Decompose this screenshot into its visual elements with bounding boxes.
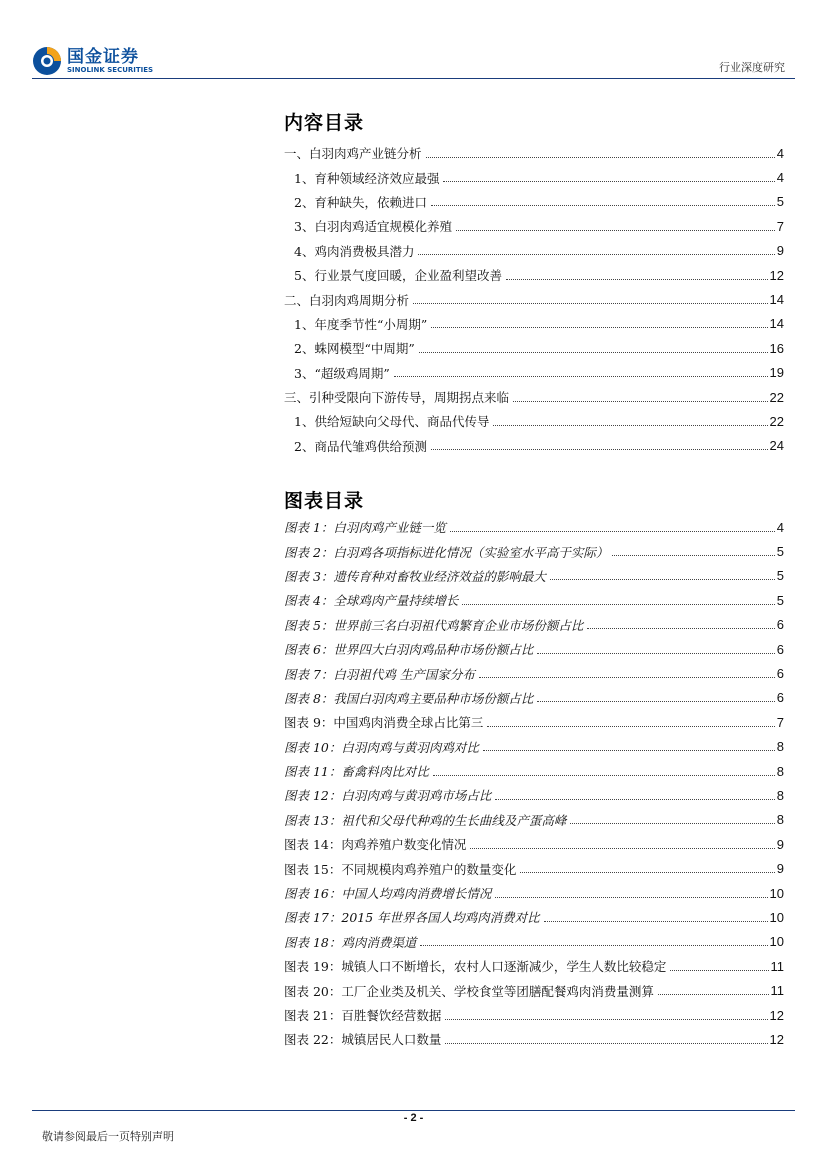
figure-item-page: 6 xyxy=(776,690,784,706)
dot-leader xyxy=(550,579,775,580)
figure-item-page: 7 xyxy=(776,714,784,730)
figure-item[interactable] xyxy=(284,661,784,685)
figure-item[interactable] xyxy=(284,1027,784,1051)
figure-item-label: 图表 16：中国人均鸡肉消费增长情况 xyxy=(284,886,492,902)
dot-leader xyxy=(443,181,774,182)
toc-item[interactable] xyxy=(284,312,784,336)
figure-item-label: 图表 9：中国鸡肉消费全球占比第三 xyxy=(284,715,484,731)
dot-leader xyxy=(612,555,774,556)
figure-item[interactable] xyxy=(284,686,784,710)
toc-list xyxy=(284,141,784,458)
toc-item-label: 5、行业景气度回暖，企业盈利望改善 xyxy=(294,268,502,284)
footer-divider xyxy=(32,1110,795,1111)
dot-leader xyxy=(456,230,775,231)
figure-item-label: 图表 4：全球鸡肉产量持续增长 xyxy=(284,593,459,609)
dot-leader xyxy=(431,449,768,450)
figure-item-page: 6 xyxy=(776,641,784,657)
dot-leader xyxy=(483,750,775,751)
figure-item[interactable] xyxy=(284,783,784,807)
toc-title: 内容目录 xyxy=(284,112,365,134)
toc-item-page: 22 xyxy=(769,389,784,405)
dot-leader xyxy=(537,701,774,702)
dot-leader xyxy=(426,157,775,158)
figure-item[interactable] xyxy=(284,588,784,612)
dot-leader xyxy=(495,799,774,800)
disclaimer-note: 敬请参阅最后一页特别声明 xyxy=(42,1130,174,1143)
dot-leader xyxy=(470,848,774,849)
figure-item[interactable] xyxy=(284,856,784,880)
dot-leader xyxy=(462,604,774,605)
dot-leader xyxy=(413,303,768,304)
figure-item[interactable] xyxy=(284,759,784,783)
dot-leader xyxy=(450,531,775,532)
figure-item[interactable] xyxy=(284,710,784,734)
figure-item-page: 11 xyxy=(770,983,784,999)
figure-item[interactable] xyxy=(284,808,784,832)
figure-item-page: 5 xyxy=(776,592,784,608)
toc-item-label: 2、商品代雏鸡供给预测 xyxy=(294,438,427,454)
dot-leader xyxy=(487,726,774,727)
toc-item[interactable] xyxy=(284,190,784,214)
figure-item[interactable] xyxy=(284,564,784,588)
dot-leader xyxy=(587,628,774,629)
toc-item[interactable] xyxy=(284,239,784,263)
toc-item-label: 二、白羽肉鸡周期分析 xyxy=(284,292,410,308)
dot-leader xyxy=(394,376,768,377)
toc-item-label: 1、年度季节性“小周期” xyxy=(294,316,428,332)
figure-item[interactable] xyxy=(284,832,784,856)
toc-item[interactable] xyxy=(284,361,784,385)
toc-item-page: 14 xyxy=(769,316,784,332)
page-number: - 2 - xyxy=(403,1112,424,1124)
figure-item-label: 图表 15：不同规模肉鸡养殖户的数量变化 xyxy=(284,861,517,877)
figure-item-page: 12 xyxy=(769,1007,784,1023)
figure-item[interactable] xyxy=(284,613,784,637)
dot-leader xyxy=(418,254,774,255)
figure-item[interactable] xyxy=(284,515,784,539)
figure-item-label: 图表 8：我国白羽肉鸡主要品种市场份额占比 xyxy=(284,690,534,706)
toc-item-page: 4 xyxy=(776,145,784,161)
figure-item-page: 10 xyxy=(769,885,784,901)
figure-item-label: 图表 2：白羽鸡各项指标进化情况（实验室水平高于实际） xyxy=(284,544,609,560)
dot-leader xyxy=(420,945,767,946)
toc-item-label: 2、蛛网模型“中周期” xyxy=(294,341,415,357)
dot-leader xyxy=(493,425,767,426)
dot-leader xyxy=(570,823,774,824)
dot-leader xyxy=(495,897,767,898)
toc-item-label: 2、育种缺失，依赖进口 xyxy=(294,194,427,210)
figure-item-label: 图表 17：2015 年世界各国人均鸡肉消费对比 xyxy=(284,910,540,926)
figures-title: 图表目录 xyxy=(284,490,365,512)
toc-item[interactable] xyxy=(284,141,784,165)
figure-item[interactable] xyxy=(284,930,784,954)
toc-item-label: 一、白羽肉鸡产业链分析 xyxy=(284,146,422,162)
dot-leader xyxy=(506,279,768,280)
toc-item-page: 9 xyxy=(776,243,784,259)
toc-item-page: 4 xyxy=(776,170,784,186)
figure-item-page: 12 xyxy=(769,1031,784,1047)
dot-leader xyxy=(537,653,774,654)
toc-item-label: 三、引种受限向下游传导，周期拐点来临 xyxy=(284,390,510,406)
figure-item-label: 图表 22：城镇居民人口数量 xyxy=(284,1032,442,1048)
figure-item-label: 图表 19：城镇人口不断增长，农村人口逐渐减少，学生人数比较稳定 xyxy=(284,959,667,975)
toc-item-label: 3、“超级鸡周期” xyxy=(294,365,390,381)
figure-item-label: 图表 21：百胜餐饮经营数据 xyxy=(284,1008,442,1023)
dot-leader xyxy=(513,401,768,402)
figure-item[interactable] xyxy=(284,539,784,563)
toc-item-page: 22 xyxy=(769,413,784,429)
figure-item-page: 5 xyxy=(776,544,784,560)
sinolink-logo-icon xyxy=(32,46,62,76)
toc-item-page: 7 xyxy=(776,218,784,234)
toc-item-page: 14 xyxy=(769,292,784,308)
toc-item-page: 12 xyxy=(769,267,784,283)
toc-item[interactable] xyxy=(284,434,784,458)
figure-item[interactable] xyxy=(284,735,784,759)
header-divider xyxy=(32,78,795,79)
toc-item[interactable] xyxy=(284,263,784,287)
dot-leader xyxy=(544,921,768,922)
figure-item-page: 6 xyxy=(776,617,784,633)
figure-item[interactable] xyxy=(284,954,784,978)
figure-item-page: 6 xyxy=(776,666,784,682)
toc-item[interactable] xyxy=(284,287,784,311)
figure-item[interactable] xyxy=(284,637,784,661)
toc-item[interactable] xyxy=(284,165,784,189)
figure-item-page: 8 xyxy=(776,812,784,828)
figure-item-label: 图表 5：世界前三名白羽祖代鸡繁育企业市场份额占比 xyxy=(284,617,584,633)
dot-leader xyxy=(431,327,767,328)
toc-item[interactable] xyxy=(284,385,784,409)
figure-item-page: 10 xyxy=(769,909,784,925)
figure-item-label: 图表 14：肉鸡养殖户数变化情况 xyxy=(284,837,467,853)
figure-item[interactable] xyxy=(284,881,784,905)
toc-item-page: 5 xyxy=(776,194,784,210)
toc-item-page: 19 xyxy=(769,365,784,381)
dot-leader xyxy=(670,970,768,971)
toc-item-label: 1、育种领域经济效应最强 xyxy=(294,170,440,186)
figure-item-label: 图表 11：畜禽料肉比对比 xyxy=(284,764,429,780)
logo-chinese-name: 国金证券 xyxy=(67,46,139,67)
figure-item-page: 11 xyxy=(770,958,784,974)
toc-item-page: 16 xyxy=(769,340,784,356)
toc-item-page: 24 xyxy=(769,438,784,454)
dot-leader xyxy=(445,1019,767,1020)
dot-leader xyxy=(431,205,775,206)
logo-english-name: SINOLINK SECURITIES xyxy=(67,65,154,74)
figure-item-label: 图表 13：祖代和父母代种鸡的生长曲线及产蛋高峰 xyxy=(284,812,567,828)
figure-item-page: 8 xyxy=(776,787,784,803)
figure-item[interactable] xyxy=(284,978,784,1002)
figure-item[interactable] xyxy=(284,1003,784,1027)
dot-leader xyxy=(479,677,775,678)
toc-item-label: 4、鸡肉消费极具潜力 xyxy=(294,243,415,259)
figure-item-label: 图表 10：白羽肉鸡与黄羽肉鸡对比 xyxy=(284,739,479,755)
figure-item-page: 8 xyxy=(776,739,784,755)
figure-item-label: 图表 18：鸡肉消费渠道 xyxy=(284,934,417,950)
figure-item-page: 9 xyxy=(776,836,784,852)
figure-item-label: 图表 20：工厂企业类及机关、学校食堂等团膳配餐鸡肉消费量测算 xyxy=(284,983,654,999)
figure-item-page: 9 xyxy=(776,861,784,877)
toc-item-label: 3、白羽肉鸡适宜规模化养殖 xyxy=(294,219,452,235)
dot-leader xyxy=(658,994,769,995)
dot-leader xyxy=(445,1043,767,1044)
dot-leader xyxy=(433,775,775,776)
report-type-label: 行业深度研究 xyxy=(719,61,785,74)
company-logo xyxy=(32,46,153,76)
toc-item-label: 1、供给短缺向父母代、商品代传导 xyxy=(294,414,490,430)
figure-item-label: 图表 7：白羽祖代鸡 生产国家分布 xyxy=(284,666,475,682)
figure-item-label: 图表 6：世界四大白羽肉鸡品种市场份额占比 xyxy=(284,642,534,658)
toc-item[interactable] xyxy=(284,336,784,360)
figure-item-page: 10 xyxy=(769,934,784,950)
dot-leader xyxy=(419,352,768,353)
figures-list xyxy=(284,515,784,1052)
figure-item-page: 8 xyxy=(776,763,784,779)
figure-item[interactable] xyxy=(284,905,784,929)
toc-item[interactable] xyxy=(284,409,784,433)
figure-item-page: 4 xyxy=(776,519,784,535)
dot-leader xyxy=(520,872,774,873)
figure-item-label: 图表 3：遗传育种对畜牧业经济效益的影响最大 xyxy=(284,568,546,584)
figure-item-label: 图表 12：白羽肉鸡与黄羽鸡市场占比 xyxy=(284,788,492,804)
figure-item-label: 图表 1：白羽肉鸡产业链一览 xyxy=(284,520,446,536)
toc-item[interactable] xyxy=(284,214,784,238)
figure-item-page: 5 xyxy=(776,568,784,584)
